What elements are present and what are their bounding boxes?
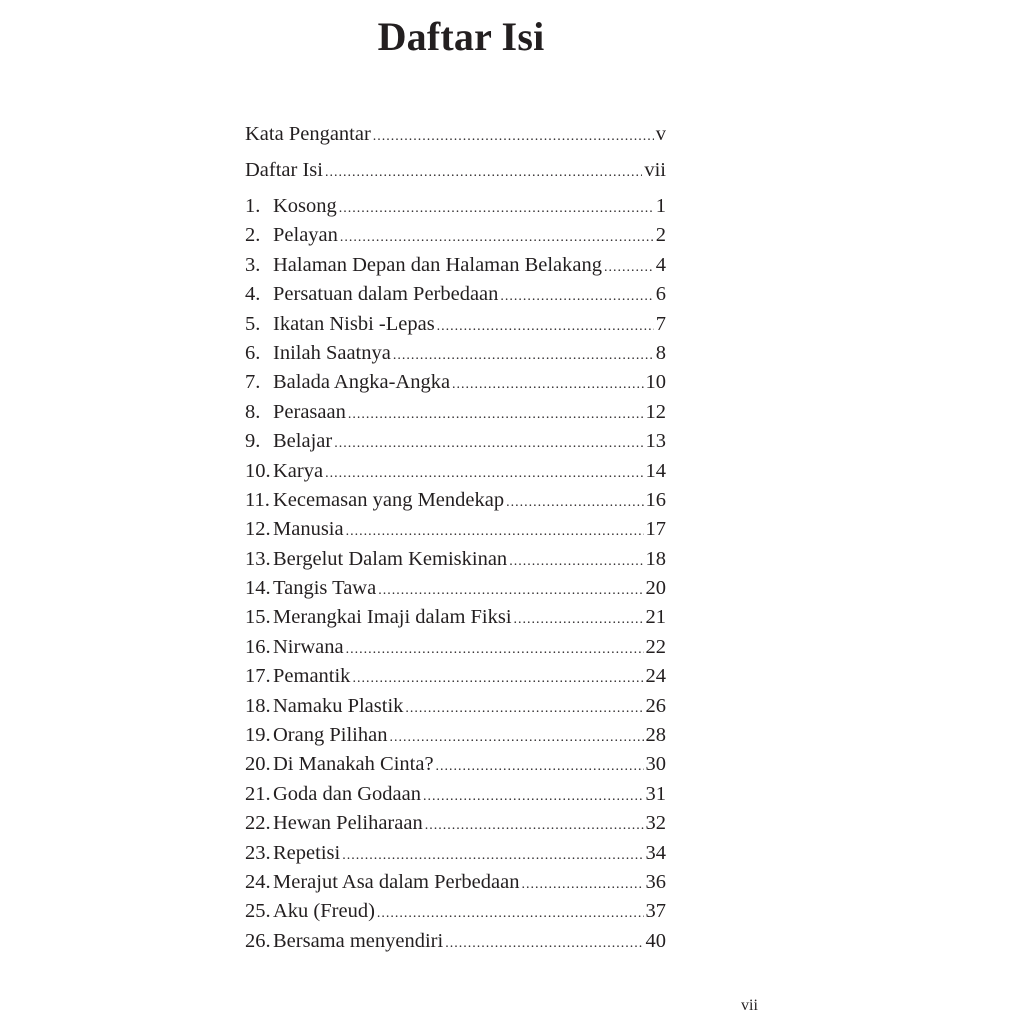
toc-entry	[245, 780, 666, 809]
toc-entry-page: 20	[645, 577, 666, 600]
toc-entry	[245, 310, 666, 339]
toc-entry-label: Repetisi	[273, 841, 341, 864]
toc-entry-label: Pelayan	[273, 224, 338, 247]
toc-entry-page: 6	[655, 283, 666, 306]
toc-entry-label: Halaman Depan dan Halaman Belakang	[273, 253, 603, 276]
toc-entry	[245, 633, 666, 662]
toc-entry-label: Bergelut Dalam Kemiskinan	[273, 547, 508, 570]
toc-entry	[245, 251, 666, 280]
dot-leader	[423, 782, 643, 809]
dot-leader	[506, 488, 643, 515]
dot-leader	[445, 929, 643, 956]
toc-entry-label: Hewan Peliharaan	[273, 812, 423, 835]
toc-entry-number: 7.	[245, 371, 261, 394]
toc-entry	[245, 545, 666, 574]
toc-entry	[245, 427, 666, 456]
toc-entry	[245, 221, 666, 250]
toc-entry-page: 21	[645, 606, 666, 629]
toc-entry-front	[245, 152, 666, 188]
toc-entry-label: Balada Angka-Angka	[273, 371, 451, 394]
toc-entry-number: 8.	[245, 400, 261, 423]
dot-leader	[452, 370, 643, 397]
toc-entry	[245, 339, 666, 368]
toc-entry-label: Orang Pilihan	[273, 724, 388, 747]
toc-entry-number: 25.	[245, 900, 271, 923]
dot-leader	[352, 664, 643, 691]
toc-entry-number: 10.	[245, 459, 271, 482]
dot-leader	[346, 517, 644, 544]
toc-entry	[245, 368, 666, 397]
toc-entry-number: 12.	[245, 518, 271, 541]
toc-entry-page: 12	[645, 400, 666, 423]
dot-leader	[436, 752, 644, 779]
toc-entry-page: 31	[645, 782, 666, 805]
toc-entry-page: 1	[655, 195, 666, 217]
dot-leader	[334, 429, 643, 456]
dot-leader	[405, 694, 643, 721]
dot-leader	[437, 312, 654, 339]
toc-entry-label: Belajar	[273, 430, 333, 453]
toc-entry-number: 2.	[245, 224, 261, 247]
toc-entry-number: 22.	[245, 812, 271, 835]
toc-entry	[245, 515, 666, 544]
toc-entry-label: Karya	[273, 459, 324, 482]
toc-entry-label: Bersama menyendiri	[273, 929, 444, 952]
toc-entry	[245, 750, 666, 779]
toc-entry-number: 23.	[245, 841, 271, 864]
toc-entry-number: 4.	[245, 283, 261, 306]
toc-entry-page: 32	[645, 812, 666, 835]
dot-leader	[348, 400, 644, 427]
toc-entry	[245, 721, 666, 750]
toc-entry-label: Ikatan Nisbi -Lepas	[273, 312, 435, 335]
toc-entry	[245, 457, 666, 486]
toc-entry-number: 11.	[245, 488, 270, 511]
dot-leader	[509, 547, 643, 574]
toc-entry	[245, 574, 666, 603]
toc-entry-page: 14	[645, 459, 666, 482]
toc-entry-number: 6.	[245, 341, 261, 364]
dot-leader	[604, 253, 654, 280]
toc-entry-number: 17.	[245, 665, 271, 688]
toc-entry-number: 9.	[245, 430, 261, 453]
toc-entry-label: Namaku Plastik	[273, 694, 404, 717]
toc-entry-label: Manusia	[273, 518, 344, 541]
toc-entry-label: Kecemasan yang Mendekap	[273, 488, 505, 511]
toc-entry-page: 8	[655, 341, 666, 364]
toc-entry-number: 16.	[245, 635, 271, 658]
dot-leader	[389, 723, 643, 750]
toc-entry-label: Goda dan Godaan	[273, 782, 422, 805]
toc-entry-number: 15.	[245, 606, 271, 629]
toc-entry-number: 14.	[245, 577, 271, 600]
toc-entry	[245, 839, 666, 868]
toc-entry-number: 26.	[245, 929, 271, 952]
toc-entry-page: 18	[645, 547, 666, 570]
toc-entry-label: Tangis Tawa	[273, 577, 377, 600]
dot-leader	[500, 282, 653, 309]
toc-entry-page: v	[655, 123, 666, 145]
dot-leader	[425, 811, 644, 838]
page-title: Daftar Isi	[377, 14, 545, 59]
toc-entry-label: Merangkai Imaji dalam Fiksi	[273, 606, 512, 629]
dot-leader	[325, 155, 642, 188]
toc-entry-number: 13.	[245, 547, 271, 570]
toc-entry-page: 7	[655, 312, 666, 335]
toc-entry-page: 40	[645, 929, 666, 952]
dot-leader	[378, 576, 643, 603]
toc-entry-front	[245, 116, 666, 152]
dot-leader	[514, 605, 644, 632]
toc-entry-number: 18.	[245, 694, 271, 717]
toc-entry-page: 10	[645, 371, 666, 394]
dot-leader	[373, 119, 654, 152]
toc-entry-label: Perasaan	[273, 400, 346, 423]
toc-entry	[245, 603, 666, 632]
toc-entry-page: vii	[644, 159, 666, 181]
dot-leader	[393, 341, 654, 368]
toc-entry-label: Merajut Asa dalam Perbedaan	[273, 870, 520, 893]
toc-entry-number: 3.	[245, 253, 261, 276]
table-of-contents	[245, 116, 666, 956]
toc-entry-number: 5.	[245, 312, 261, 335]
toc-entry	[245, 927, 666, 956]
toc-entry-page: 34	[645, 841, 666, 864]
toc-entry-label: Inilah Saatnya	[273, 341, 391, 364]
toc-entry-label: Persatuan dalam Perbedaan	[273, 283, 499, 306]
toc-entry-page: 30	[645, 753, 666, 776]
toc-entry	[245, 809, 666, 838]
toc-entry-number: 19.	[245, 724, 271, 747]
toc-entry	[245, 398, 666, 427]
dot-leader	[340, 223, 654, 250]
dot-leader	[325, 459, 643, 486]
toc-entry-number: 20.	[245, 753, 271, 776]
toc-entry-page: 26	[645, 694, 666, 717]
toc-entry-page: 36	[645, 870, 666, 893]
dot-leader	[521, 870, 643, 897]
toc-entry-page: 13	[645, 430, 666, 453]
toc-entry	[245, 868, 666, 897]
toc-entry-label: Kosong	[273, 195, 337, 217]
toc-entry-page: 28	[645, 724, 666, 747]
toc-entry	[245, 280, 666, 309]
toc-entry-label: Kata Pengantar	[245, 123, 371, 145]
toc-entry	[245, 662, 666, 691]
toc-entry-page: 24	[645, 665, 666, 688]
toc-entry-page: 16	[645, 488, 666, 511]
toc-entry	[245, 486, 666, 515]
toc-entry-label: Aku (Freud)	[273, 900, 375, 923]
toc-entry-page: 22	[645, 635, 666, 658]
toc-entry-page: 17	[645, 518, 666, 541]
toc-entry-page: 4	[655, 253, 666, 276]
toc-entry-label: Daftar Isi	[245, 159, 323, 181]
page-number: vii	[741, 997, 758, 1014]
toc-entry	[245, 192, 666, 221]
toc-entry-number: 24.	[245, 870, 271, 893]
dot-leader	[339, 194, 654, 221]
toc-entry	[245, 692, 666, 721]
toc-entry-number: 1.	[245, 195, 261, 217]
toc-entry-number: 21.	[245, 782, 271, 805]
dot-leader	[342, 841, 643, 868]
toc-entry-page: 2	[655, 224, 666, 247]
toc-entry-label: Nirwana	[273, 635, 344, 658]
toc-entry	[245, 897, 666, 926]
dot-leader	[377, 899, 644, 926]
toc-entry-label: Pemantik	[273, 665, 351, 688]
toc-entry-label: Di Manakah Cinta?	[273, 753, 434, 776]
toc-entry-page: 37	[645, 900, 666, 923]
dot-leader	[346, 635, 644, 662]
